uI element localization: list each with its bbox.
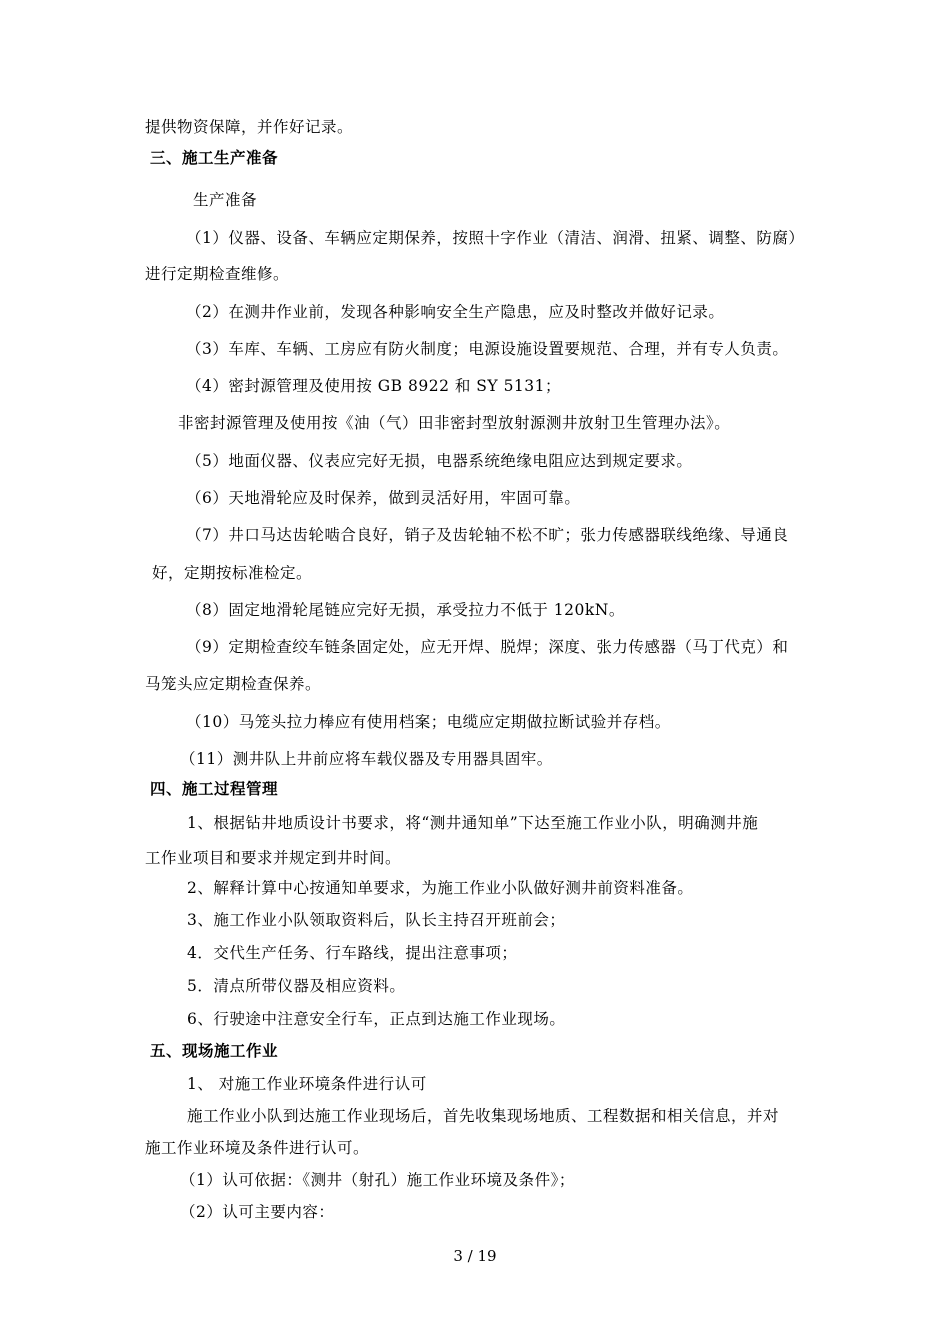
- section-heading: 三、施工生产准备: [150, 149, 279, 167]
- text-line: 提供物资保障，并作好记录。: [145, 118, 354, 136]
- list-item: 5．清点所带仪器及相应资料。: [187, 977, 406, 995]
- text-line: 进行定期检查维修。: [145, 265, 290, 283]
- list-item: （10）马笼头拉力棒应有使用档案；电缆应定期做拉断试验并存档。: [186, 713, 671, 731]
- list-item: 6、行驶途中注意安全行车，正点到达施工作业现场。: [187, 1010, 566, 1028]
- sub-heading: 生产准备: [193, 191, 258, 209]
- text-line: 施工作业小队到达施工作业现场后，首先收集现场地质、工程数据和相关信息，并对: [187, 1107, 780, 1125]
- section-heading: 五、现场施工作业: [150, 1042, 279, 1060]
- text-line: 工作业项目和要求并规定到井时间。: [145, 849, 402, 867]
- text-line: 非密封源管理及使用按《油（气）田非密封型放射源测井放射卫生管理办法》。: [178, 414, 731, 432]
- list-item: 4．交代生产任务、行车路线，提出注意事项；: [187, 944, 518, 962]
- list-item: （2）在测井作业前，发现各种影响安全生产隐患，应及时整改并做好记录。: [186, 303, 725, 321]
- list-item: （8）固定地滑轮尾链应完好无损，承受拉力不低于 120kN。: [186, 601, 625, 619]
- list-item: （1）认可依据：《测井（射孔）施工作业环境及条件》；: [180, 1171, 575, 1189]
- text-line: 马笼头应定期检查保养。: [145, 675, 322, 693]
- list-item: （2）认可主要内容：: [180, 1203, 335, 1221]
- text-line: 好，定期按标准检定。: [152, 564, 313, 582]
- section-heading: 四、施工过程管理: [150, 780, 279, 798]
- list-item: 3、施工作业小队领取资料后，队长主持召开班前会；: [187, 911, 566, 929]
- list-item: （1）仪器、设备、车辆应定期保养，按照十字作业（清洁、润滑、扭紧、调整、防腐）: [186, 229, 805, 247]
- list-item: 1、根据钻井地质设计书要求，将“测井通知单”下达至施工作业小队，明确测井施: [187, 814, 759, 832]
- list-item: （6）天地滑轮应及时保养，做到灵活好用，牢固可靠。: [186, 489, 581, 507]
- list-item: （4）密封源管理及使用按 GB 8922 和 SY 5131；: [186, 377, 562, 395]
- page-number: 3 / 19: [453, 1247, 497, 1265]
- list-item: （9）定期检查绞车链条固定处，应无开焊、脱焊；深度、张力传感器（马丁代克）和: [186, 638, 789, 656]
- list-item: （3）车库、车辆、工房应有防火制度；电源设施设置要规范、合理，并有专人负责。: [186, 340, 789, 358]
- sub-heading: 1、 对施工作业环境条件进行认可: [187, 1075, 427, 1093]
- list-item: 2、解释计算中心按通知单要求，为施工作业小队做好测井前资料准备。: [187, 879, 694, 897]
- text-line: 施工作业环境及条件进行认可。: [145, 1139, 370, 1157]
- list-item: （11）测井队上井前应将车载仪器及专用器具固牢。: [180, 750, 553, 768]
- list-item: （5）地面仪器、仪表应完好无损，电器系统绝缘电阻应达到规定要求。: [186, 452, 693, 470]
- list-item: （7）井口马达齿轮啮合良好，销子及齿轮轴不松不旷；张力传感器联线绝缘、导通良: [186, 526, 789, 544]
